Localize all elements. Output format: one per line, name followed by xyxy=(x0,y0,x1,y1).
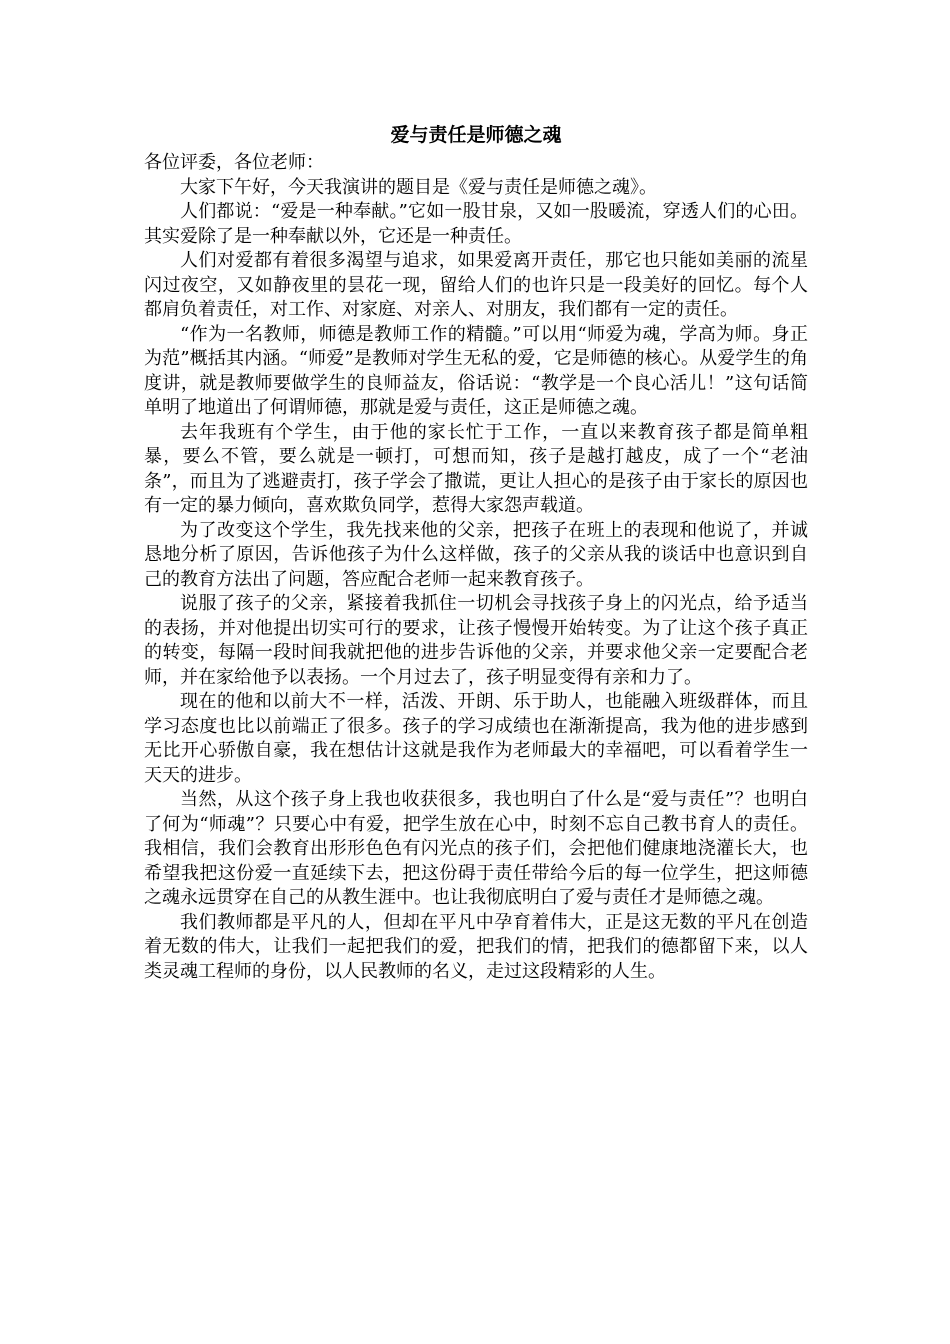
document-title: 爱与责任是师德之魂 xyxy=(390,124,562,146)
paragraph-talk-with-father: 为了改变这个学生，我先找来他的父亲，把孩子在班上的表现和他说了，并诚恳地分析了原因，告诉他孩子为什么这样做，孩子的父亲从我的谈话中也意识到自己的教育方法出了问题，答应配合老师一起来教育孩子。 xyxy=(144,519,808,590)
paragraph-greeting: 大家下午好，今天我演讲的题目是《爱与责任是师德之魂》。 xyxy=(180,176,657,198)
paragraph-love-and-responsibility: 人们对爱都有着很多渴望与追求，如果爱离开责任，那它也只能如美丽的流星闪过夜空，又如静夜里的昙花一现，留给人们的也许只是一段美好的回忆。每个人都肩负着责任，对工作、对家庭、对亲人、对朋友，我们都有一定的责任。 xyxy=(144,250,808,320)
paragraph-love-is-dedication: 人们都说：“爱是一种奉献。”它如一股甘泉，又如一股暖流，穿透人们的心田。其实爱除了是一种奉献以外，它还是一种责任。 xyxy=(144,201,808,247)
paragraph-reflection: 当然，从这个孩子身上我也收获很多，我也明白了什么是“爱与责任”？也明白了何为“师魂”？只要心中有爱，把学生放在心中，时刻不忘自己教书育人的责任。我相信，我们会教育出形形色色有闪光点的孩子们，会把他们健康地浇灌长大，也希望我把这份爱一直延续下去，把这份碍于责任带给今后的每一位学生，把这师德之魂永远贯穿在自己的从教生涯中。也让我彻底明白了爱与责任才是师德之魂。 xyxy=(144,789,808,908)
paragraph-student-progress: 现在的他和以前大不一样，活泼、开朗、乐于助人，也能融入班级群体，而且学习态度也比以前端正了很多。孩子的学习成绩也在渐渐提高，我为他的进步感到无比开心骄傲自豪，我在想估计这就是我作为老师最大的幸福吧，可以看着学生一天天的进步。 xyxy=(144,691,808,786)
paragraph-student-story: 去年我班有个学生，由于他的家长忙于工作，一直以来教育孩子都是简单粗暴，要么不管，要么就是一顿打，可想而知，孩子是越打越皮，成了一个“老油条”，而且为了逃避责打，孩子学会了撒谎，更让人担心的是孩子由于家长的原因也有一定的暴力倾向，喜欢欺负同学，惹得大家怨声载道。 xyxy=(144,421,808,516)
paragraph-encouragement: 说服了孩子的父亲，紧接着我抓住一切机会寻找孩子身上的闪光点，给予适当的表扬，并对他提出切实可行的要求，让孩子慢慢开始转变。为了让这个孩子真正的转变，每隔一段时间我就把他的进步告诉他的父亲，并要求他父亲一定要配合老师，并在家给他予以表扬。一个月过去了，孩子明显变得有亲和力了。 xyxy=(144,593,808,688)
paragraph-teacher-ethics: “作为一名教师，师德是教师工作的精髓。”可以用“师爱为魂，学高为师。身正为范”概括其内涵。“师爱”是教师对学生无私的爱，它是师德的核心。从爱学生的角度讲，就是教师要做学生的良师益友，俗话说：“教学是一个良心活儿！”这句话简单明了地道出了何谓师德，那就是爱与责任，这正是师德之魂。 xyxy=(144,323,808,418)
document-page xyxy=(144,122,808,984)
salutation: 各位评委，各位老师： xyxy=(144,152,324,173)
paragraph-conclusion: 我们教师都是平凡的人，但却在平凡中孕育着伟大，正是这无数的平凡在创造着无数的伟大，让我们一起把我们的爱，把我们的情，把我们的德都留下来，以人类灵魂工程师的身份，以人民教师的名义，走过这段精彩的人生。 xyxy=(144,911,808,982)
